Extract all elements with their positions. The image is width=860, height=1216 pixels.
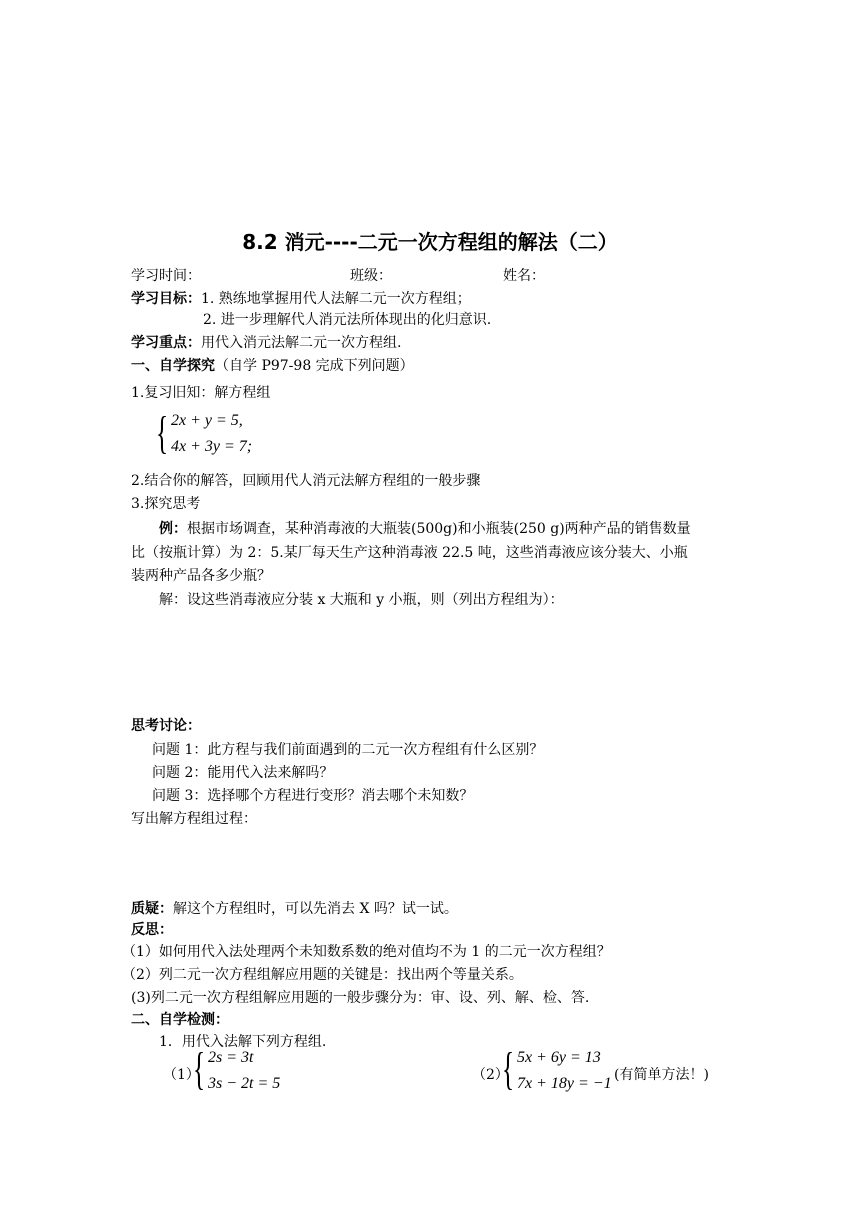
- write-process-text: 写出解方程组过程：: [131, 811, 257, 827]
- discussion-question-2: 问题 2：能用代入法来解吗？: [152, 765, 334, 781]
- problem-1-label: （1）: [163, 1067, 200, 1083]
- goals-label: 学习目标：: [131, 291, 201, 307]
- review-equation-1: 2x + y = 5,: [171, 412, 243, 429]
- discussion-question-3: 问题 3：选择哪个方程进行变形？消去哪个未知数？: [152, 788, 474, 804]
- example-label: 例：: [159, 521, 187, 537]
- info-time: 学习时间：: [131, 268, 201, 284]
- reflect-item-3: (3)列二元一次方程组解应用题的一般步骤分为：审、设、列、解、检、答.: [131, 990, 590, 1006]
- example-line-1: 例：根据市场调查，某种消毒液的大瓶装(500g)和小瓶装(250 g)两种产品的销售数量: [159, 521, 691, 537]
- problem-2-equation-2: 7x + 18y = −1: [517, 1075, 612, 1092]
- test-intro: 1．用代入法解下列方程组.: [159, 1034, 327, 1050]
- focus-text: 用代入消元法解二元一次方程组.: [201, 335, 402, 351]
- discussion-question-1: 问题 1：此方程与我们前面遇到的二元一次方程组有什么区别？: [152, 742, 544, 758]
- problem-1-equation-2: 3s − 2t = 5: [208, 1075, 281, 1092]
- goal-item-1: 1. 熟练地掌握用代人法解二元一次方程组；: [201, 291, 471, 307]
- section-2-heading: [131, 1010, 229, 1030]
- reflect-heading: [131, 920, 173, 940]
- left-brace-icon: {: [156, 407, 169, 458]
- section-1-note: （自学 P97-98 完成下列问题）: [215, 358, 414, 374]
- example-line-3: 装两种产品各多少瓶？: [131, 568, 271, 584]
- info-class: 班级：: [350, 268, 392, 284]
- review-equation-2: 4x + 3y = 7;: [171, 438, 253, 455]
- solution-text: 解：设这些消毒液应分装 x 大瓶和 y 小瓶，则（列出方程组为）：: [159, 592, 564, 608]
- question-text: 解这个方程组时，可以先消去 X 吗？试一试。: [173, 901, 458, 917]
- example-line-2: 比（按瓶计算）为 2：5.某厂每天生产这种消毒液 22.5 吨，这些消毒液应该分装大、小瓶: [131, 545, 688, 561]
- reflect-label: 反思：: [131, 922, 173, 938]
- discussion-heading: [131, 716, 201, 736]
- goal-item-2: 2. 进一步理解代人消元法所体现出的化归意识.: [203, 312, 492, 328]
- recall-text: 2.结合你的解答，回顾用代人消元法解方程组的一般步骤: [131, 473, 481, 489]
- review-text: 1.复习旧知：解方程组: [131, 385, 271, 401]
- page-title: 8.2 消元----二元一次方程组的解法（二）: [242, 230, 618, 254]
- reflect-item-2: （2）列二元一次方程组解应用题的关键是：找出两个等量关系。: [122, 967, 523, 983]
- problem-1-equation-1: 2s = 3t: [208, 1049, 254, 1066]
- section-1-label: 一、自学探究: [131, 358, 215, 374]
- question-label: 质疑：: [131, 901, 173, 917]
- goals-row-1: [131, 289, 471, 309]
- question-row: [131, 899, 458, 919]
- problem-2-equation-1: 5x + 6y = 13: [517, 1049, 601, 1066]
- problem-2-label: （2）: [472, 1067, 509, 1083]
- section-2-label: 二、自学检测：: [131, 1012, 229, 1028]
- explore-text: 3.探究思考: [131, 496, 201, 512]
- left-brace-icon: {: [502, 1043, 515, 1094]
- focus-row: [131, 333, 401, 353]
- focus-label: 学习重点：: [131, 335, 201, 351]
- left-brace-icon: {: [193, 1043, 206, 1094]
- discussion-label: 思考讨论：: [131, 718, 201, 734]
- problem-2-hint: (有简单方法！): [614, 1067, 709, 1083]
- info-name: 姓名：: [503, 268, 545, 284]
- section-1-heading: [131, 356, 414, 376]
- reflect-item-1: （1）如何用代入法处理两个未知数系数的绝对值均不为 1 的二元一次方程组？: [122, 944, 611, 960]
